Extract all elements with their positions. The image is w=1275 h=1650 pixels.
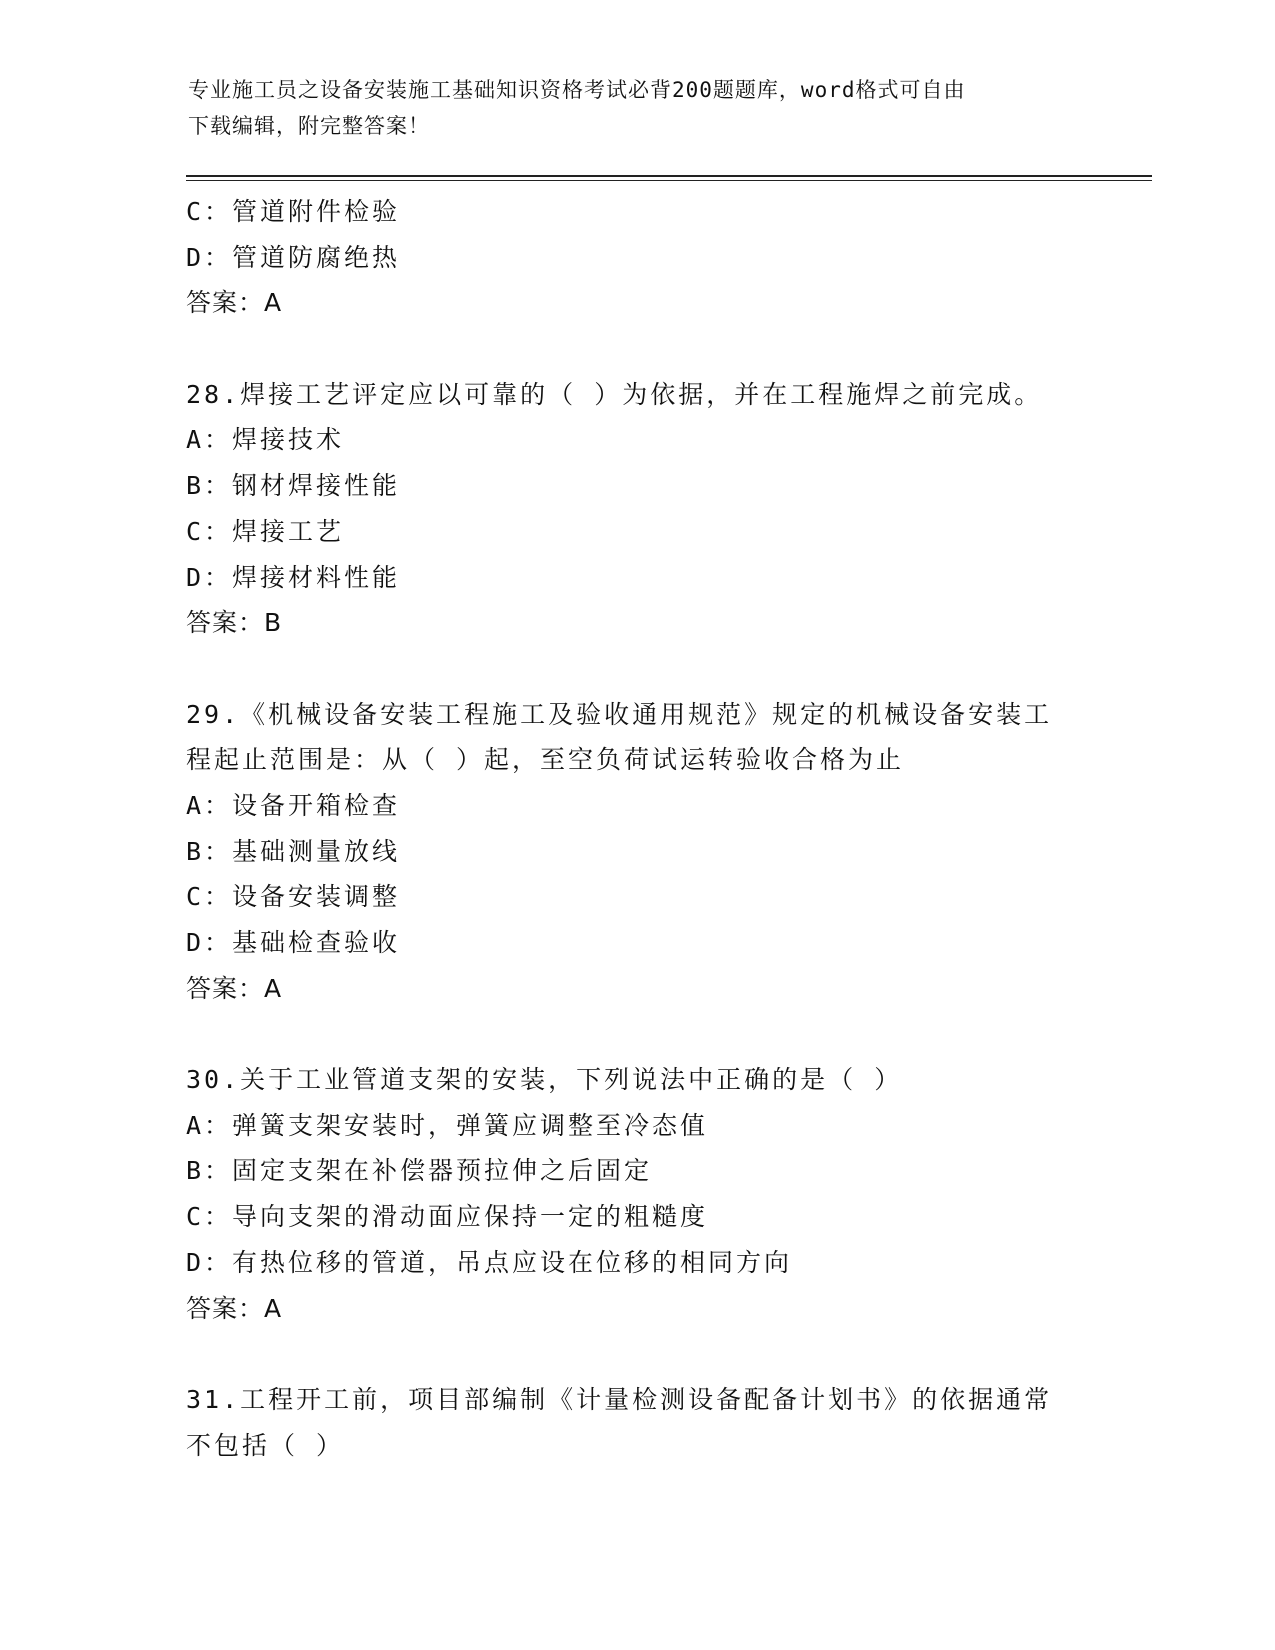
question-stem: 28.焊接工艺评定应以可靠的（ ）为依据，并在工程施焊之前完成。 bbox=[186, 379, 1043, 409]
option-c: C：管道附件检验 bbox=[186, 197, 401, 226]
document-header bbox=[188, 72, 1068, 144]
question-spacer bbox=[186, 1011, 1086, 1057]
option-c: C：导向支架的滑动面应保持一定的粗糙度 bbox=[186, 1202, 709, 1232]
question-spacer bbox=[186, 1331, 1086, 1377]
option-d: D：管道防腐绝热 bbox=[186, 242, 401, 272]
answer-label: 答案：A bbox=[186, 1293, 283, 1323]
question-stem-line-1: 29.《机械设备安装工程施工及验收通用规范》规定的机械设备安装工 bbox=[186, 699, 1053, 729]
option-d: D：焊接材料性能 bbox=[186, 562, 401, 592]
option-b: B：固定支架在补偿器预拉伸之后固定 bbox=[186, 1156, 653, 1186]
option-c: C：设备安装调整 bbox=[186, 882, 401, 912]
question-31 bbox=[186, 1377, 1086, 1468]
option-a: A：设备开箱检查 bbox=[186, 790, 401, 820]
question-spacer bbox=[186, 646, 1086, 692]
header-title-line-2: 下载编辑，附完整答案！ bbox=[188, 114, 430, 138]
option-d: D：基础检查验收 bbox=[186, 928, 401, 957]
question-stem-line-2: 不包括（ ） bbox=[186, 1430, 345, 1460]
header-divider-thick bbox=[186, 175, 1152, 177]
option-d: D：有热位移的管道，吊点应设在位移的相同方向 bbox=[186, 1247, 793, 1277]
question-list bbox=[186, 189, 1086, 1468]
option-c: C：焊接工艺 bbox=[186, 516, 345, 546]
question-stem-line-2: 程起止范围是：从（ ）起，至空负荷试运转验收合格为止 bbox=[186, 745, 905, 775]
answer-label: 答案：A bbox=[186, 973, 283, 1003]
question-27-tail bbox=[186, 189, 1086, 326]
option-a: A：弹簧支架安装时，弹簧应调整至冷态值 bbox=[186, 1110, 709, 1140]
question-29 bbox=[186, 692, 1086, 1012]
answer-label: 答案：A bbox=[186, 288, 283, 318]
option-b: B：基础测量放线 bbox=[186, 836, 401, 866]
header-divider-thin bbox=[186, 180, 1152, 181]
question-stem-line-1: 31.工程开工前，项目部编制《计量检测设备配备计划书》的依据通常 bbox=[186, 1384, 1053, 1414]
option-b: B：钢材焊接性能 bbox=[186, 471, 401, 501]
question-28 bbox=[186, 372, 1086, 646]
question-spacer bbox=[186, 326, 1086, 372]
header-title-line-1: 专业施工员之设备安装施工基础知识资格考试必背200题题库，word格式可自由 bbox=[188, 78, 966, 102]
question-stem: 30.关于工业管道支架的安装，下列说法中正确的是（ ） bbox=[186, 1065, 903, 1095]
option-a: A：焊接技术 bbox=[186, 425, 345, 455]
answer-label: 答案：B bbox=[186, 608, 283, 638]
question-30 bbox=[186, 1057, 1086, 1331]
